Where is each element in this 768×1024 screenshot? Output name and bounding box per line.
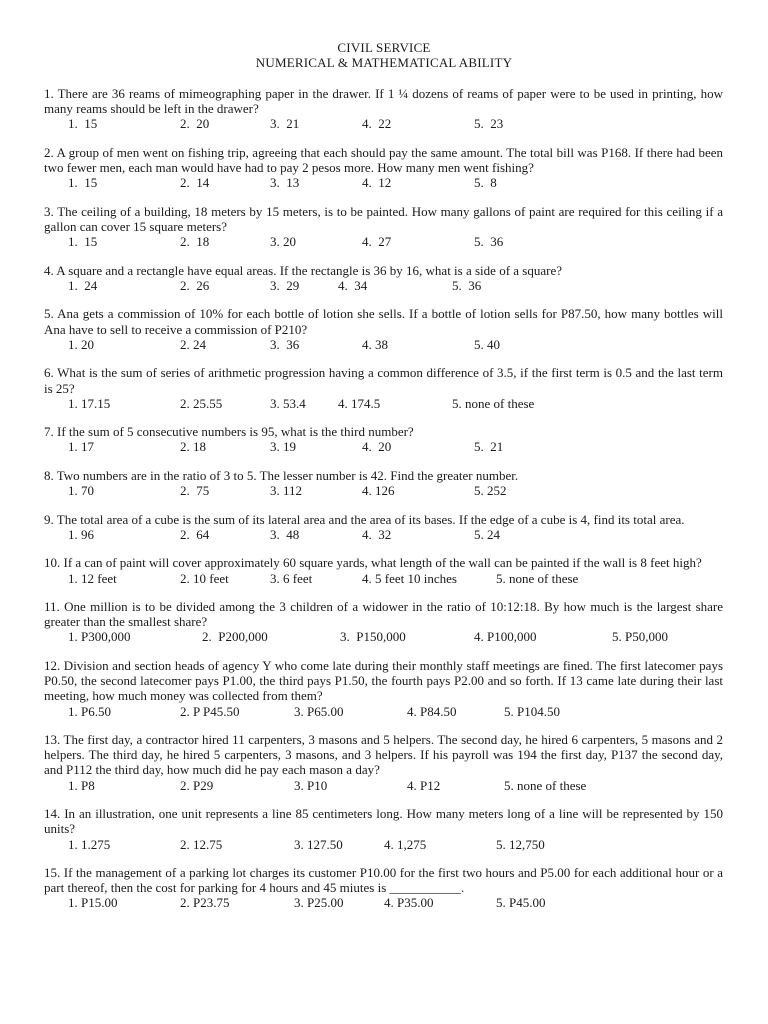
answer-option-4: 4. 27	[362, 234, 392, 250]
answer-option-4: 4. 174.5	[338, 395, 381, 411]
answer-option-2: 2. 18	[180, 439, 206, 455]
answer-option-1: 1. 70	[68, 483, 94, 499]
answer-option-4: 4. 22	[362, 116, 392, 132]
answer-option-4: 4. P100,000	[474, 629, 537, 645]
answer-option-5: 5. none of these	[504, 777, 587, 793]
question-text: 13. The first day, a contractor hired 11 carpenters, 3 masons and 5 helpers. The second day, he hired 6 carpenters, 5 masons and 2 helpers. The third day, he hired 5 carpenters, 3 masons, and 3 helpers. If his payroll was 194 the first day, P137 the second day, and P112 the third day, how much did he pay each mason a day?	[44, 732, 723, 778]
answer-options	[44, 234, 723, 249]
question-4	[44, 263, 723, 293]
answer-option-1: 1. 1.275	[68, 836, 111, 852]
answer-option-1: 1. 17.15	[68, 395, 111, 411]
question-7	[44, 424, 723, 454]
question-15	[44, 865, 723, 910]
question-list	[44, 86, 723, 924]
question-8	[44, 468, 723, 498]
answer-option-1: 1. P8	[68, 777, 95, 793]
answer-option-2: 2. P P45.50	[180, 703, 240, 719]
answer-options	[44, 337, 723, 352]
answer-options	[44, 483, 723, 498]
answer-option-5: 5. P45.00	[496, 895, 546, 911]
answer-option-3: 3. 19	[270, 439, 296, 455]
question-14	[44, 806, 723, 851]
answer-option-4: 4. P12	[407, 777, 441, 793]
question-text: 14. In an illustration, one unit represents a line 85 centimeters long. How many meters long of a line will be represented by 150 units?	[44, 806, 723, 837]
answer-option-3: 3. 36	[270, 336, 300, 352]
answer-options	[44, 778, 723, 793]
answer-option-3: 3. 29	[270, 277, 300, 293]
document-header	[0, 40, 768, 70]
question-text: 2. A group of men went on fishing trip, agreeing that each should pay the same amount. The total bill was P168. If there had been two fewer men, each man would have had to pay 2 pesos more. How many men went fishing?	[44, 144, 723, 176]
answer-option-4: 4. 5 feet 10 inches	[362, 570, 457, 586]
answer-option-4: 4. 34	[338, 277, 368, 293]
answer-option-5: 5. P104.50	[504, 703, 560, 719]
answer-option-3: 3. 13	[270, 175, 300, 191]
answer-options	[44, 175, 723, 190]
answer-option-5: 5. 40	[474, 336, 500, 352]
answer-option-1: 1. 15	[68, 116, 98, 132]
answer-option-5: 5. 36	[452, 277, 482, 293]
answer-option-5: 5. 12,750	[496, 836, 545, 852]
question-12	[44, 658, 723, 719]
answer-option-2: 2. 20	[180, 116, 210, 132]
question-5	[44, 306, 723, 351]
answer-options	[44, 704, 723, 719]
answer-option-4: 4. 12	[362, 175, 392, 191]
answer-option-1: 1. P15.00	[68, 895, 118, 911]
question-10	[44, 555, 723, 585]
answer-option-3: 3. 48	[270, 526, 300, 542]
answer-options	[44, 439, 723, 454]
answer-option-3: 3. 21	[270, 116, 300, 132]
answer-option-3: 3. 112	[270, 483, 303, 499]
answer-option-2: 2. 26	[180, 277, 210, 293]
answer-option-2: 2. 12.75	[180, 836, 223, 852]
answer-option-1: 1. P300,000	[68, 629, 131, 645]
answer-option-2: 2. P29	[180, 777, 214, 793]
question-text: 4. A square and a rectangle have equal areas. If the rectangle is 36 by 16, what is a side of a square?	[44, 262, 562, 278]
question-6	[44, 365, 723, 410]
answer-option-5: 5. P50,000	[612, 629, 668, 645]
answer-option-5: 5. 24	[474, 526, 500, 542]
answer-option-5: 5. none of these	[496, 570, 579, 586]
answer-option-4: 4. P35.00	[384, 895, 434, 911]
answer-option-3: 3. 20	[270, 234, 296, 250]
answer-option-5: 5. 21	[474, 439, 504, 455]
answer-options	[44, 116, 723, 131]
answer-options	[44, 895, 723, 910]
answer-option-3: 3. 6 feet	[270, 570, 313, 586]
question-1	[44, 86, 723, 131]
question-text: 3. The ceiling of a building, 18 meters by 15 meters, is to be painted. How many gallons of paint are required for this ceiling if a gallon can cover 15 square meters?	[44, 203, 723, 235]
answer-option-2: 2. P200,000	[202, 629, 268, 645]
question-text: 6. What is the sum of series of arithmetic progression having a common difference of 3.5, if the first term is 0.5 and the last term is 25?	[44, 365, 723, 396]
question-text: 11. One million is to be divided among the 3 children of a widower in the ratio of 10:12:18. By how much is the largest share greater than the smallest share?	[44, 599, 723, 630]
answer-option-5: 5. 23	[474, 116, 504, 132]
answer-options	[44, 396, 723, 411]
question-text: 7. If the sum of 5 consecutive numbers is 95, what is the third number?	[44, 424, 414, 440]
answer-option-3: 3. P10	[294, 777, 328, 793]
question-9	[44, 512, 723, 542]
answer-option-4: 4. 20	[362, 439, 392, 455]
answer-option-1: 1. 20	[68, 336, 94, 352]
answer-options	[44, 571, 723, 586]
question-text: 1. There are 36 reams of mimeographing paper in the drawer. If 1 ¼ dozens of reams of paper were to be used in printing, how many reams should be left in the drawer?	[44, 86, 723, 117]
answer-options	[44, 629, 723, 644]
answer-option-2: 2. 75	[180, 483, 210, 499]
answer-option-4: 4. 32	[362, 526, 392, 542]
answer-option-2: 2. 14	[180, 175, 210, 191]
answer-options	[44, 837, 723, 852]
answer-option-3: 3. P65.00	[294, 703, 344, 719]
answer-option-4: 4. 126	[362, 483, 395, 499]
answer-option-2: 2. 64	[180, 526, 210, 542]
header-subtitle: NUMERICAL & MATHEMATICAL ABILITY	[255, 55, 513, 70]
answer-option-4: 4. 1,275	[384, 836, 427, 852]
question-3	[44, 204, 723, 249]
question-text: 10. If a can of paint will cover approximately 60 square yards, what length of the wall can be painted if the wall is 8 feet high?	[44, 555, 702, 571]
answer-option-4: 4. 38	[362, 336, 388, 352]
answer-options	[44, 527, 723, 542]
answer-option-1: 1. 24	[68, 277, 98, 293]
question-text: 9. The total area of a cube is the sum of its lateral area and the area of its bases. If the edge of a cube is 4, find its total area.	[44, 511, 685, 527]
question-text: 8. Two numbers are in the ratio of 3 to 5. The lesser number is 42. Find the greater number.	[44, 467, 519, 483]
answer-option-5: 5. 252	[474, 483, 507, 499]
answer-option-1: 1. 96	[68, 526, 94, 542]
answer-option-5: 5. none of these	[452, 395, 535, 411]
question-text: 5. Ana gets a commission of 10% for each bottle of lotion she sells. If a bottle of lotion sells for P87.50, how many bottles will Ana have to sell to receive a commission of P210?	[44, 306, 723, 337]
answer-option-1: 1. 15	[68, 175, 98, 191]
question-text: 15. If the management of a parking lot charges its customer P10.00 for the first two hours and P5.00 for each additional hour or a part thereof, then the cost for parking for 4 hours and 45 miutes is ___________.	[44, 865, 723, 896]
answer-option-3: 3. 127.50	[294, 836, 343, 852]
answer-option-3: 3. 53.4	[270, 395, 306, 411]
answer-option-1: 1. P6.50	[68, 703, 111, 719]
answer-option-5: 5. 36	[474, 234, 504, 250]
question-2	[44, 145, 723, 190]
answer-option-1: 1. 15	[68, 234, 98, 250]
answer-option-3: 3. P25.00	[294, 895, 344, 911]
question-text: 12. Division and section heads of agency Y who come late during their monthly staff meetings are fined. The first latecomer pays P0.50, the second latecomer pays P1.00, the third pays P1.50, the fourth pays P2.00 and so forth. If 13 came late during their last meeting, how much money was collected from them?	[44, 657, 723, 704]
answer-option-2: 2. 18	[180, 234, 210, 250]
question-11	[44, 599, 723, 644]
answer-option-2: 2. 25.55	[180, 395, 223, 411]
answer-option-1: 1. 17	[68, 439, 94, 455]
answer-option-3: 3. P150,000	[340, 629, 406, 645]
answer-options	[44, 278, 723, 293]
answer-option-2: 2. P23.75	[180, 895, 230, 911]
answer-option-2: 2. 10 feet	[180, 570, 229, 586]
answer-option-4: 4. P84.50	[407, 703, 457, 719]
answer-option-1: 1. 12 feet	[68, 570, 117, 586]
question-13	[44, 732, 723, 793]
answer-option-2: 2. 24	[180, 336, 206, 352]
header-title: CIVIL SERVICE	[337, 40, 431, 55]
answer-option-5: 5. 8	[474, 175, 497, 191]
